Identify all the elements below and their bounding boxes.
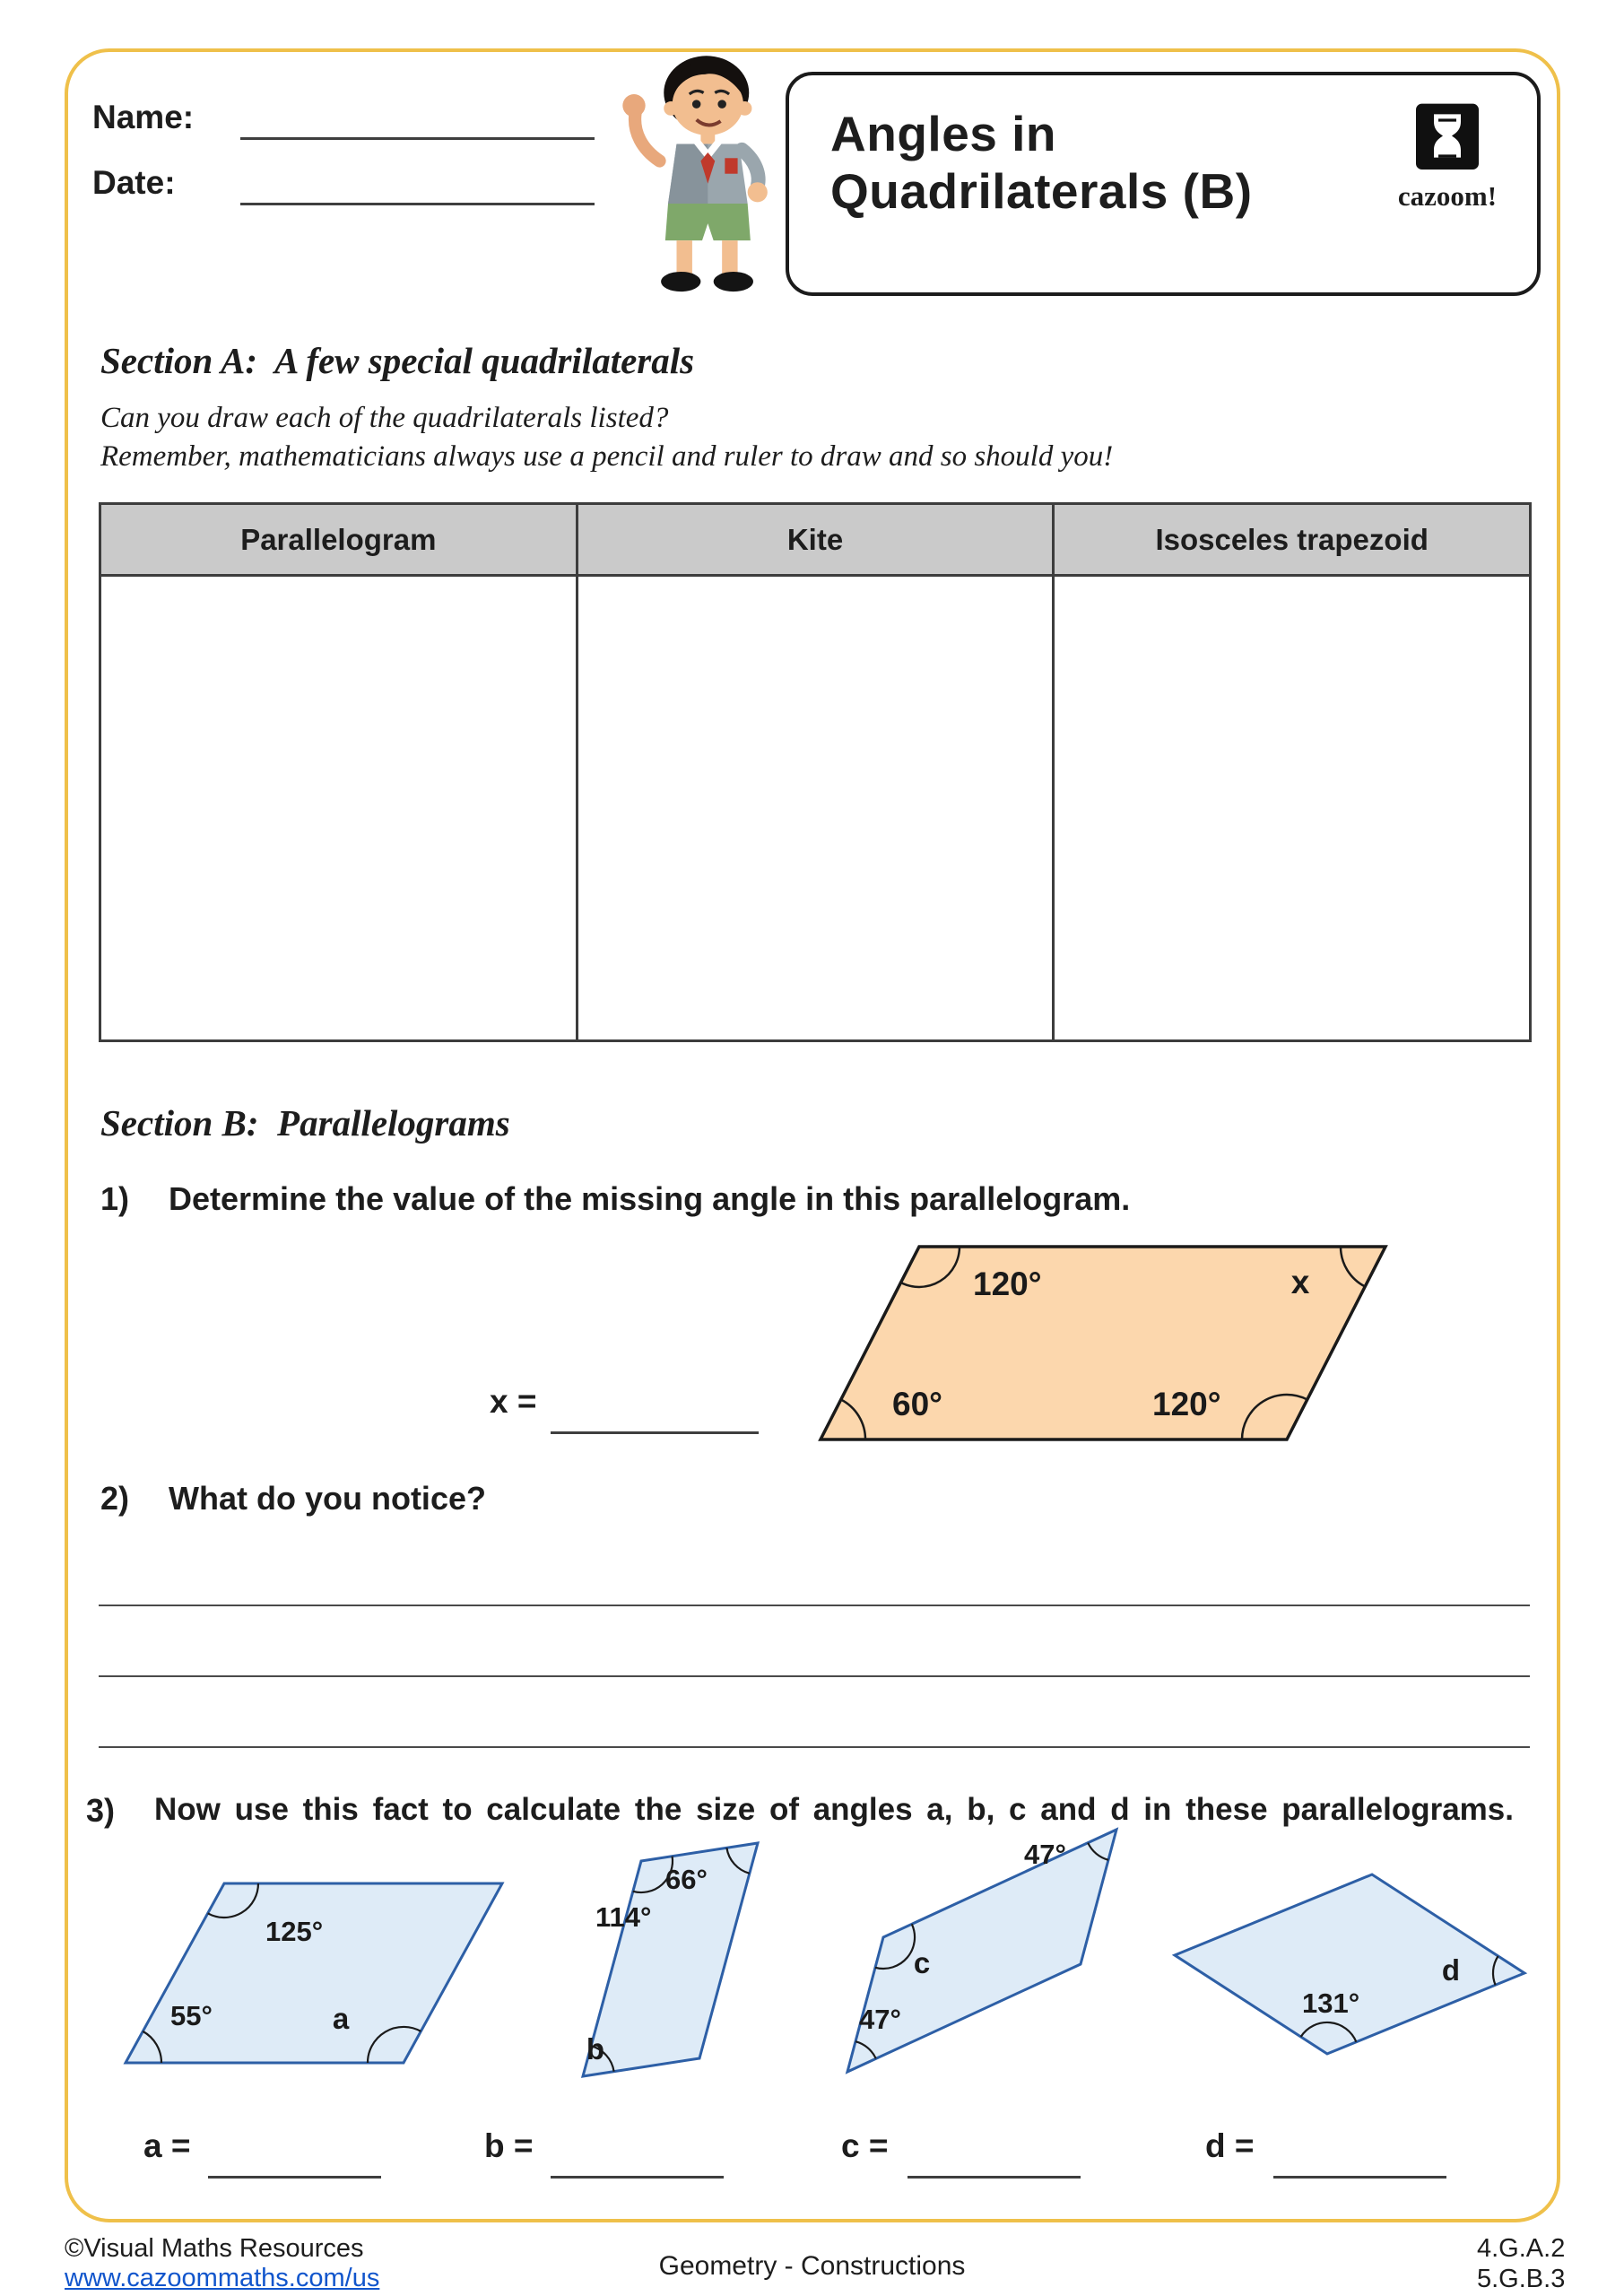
- q1-answer-line: [551, 1431, 759, 1434]
- answer-line: [99, 1746, 1530, 1748]
- answer-label-c: c =: [841, 2127, 889, 2164]
- date-label: Date:: [92, 164, 176, 201]
- cazoom-logo: [1385, 102, 1510, 213]
- table-header-isosceles-trapezoid: Isosceles trapezoid: [1155, 522, 1429, 556]
- vertex-label-b: b: [586, 2032, 605, 2066]
- name-line: [240, 137, 595, 140]
- section-a-instruction-2: Remember, mathematicians always use a pencil and ruler to draw and so should you!: [100, 440, 1114, 473]
- quadrilaterals-table: [99, 502, 1532, 1042]
- answer-label-d: d =: [1205, 2127, 1255, 2164]
- angle-label: 131°: [1302, 1987, 1360, 2019]
- angle-label: 47°: [1024, 1839, 1066, 1870]
- answer-line-c: [908, 2176, 1081, 2179]
- parallelogram-c: [847, 1830, 1116, 2072]
- footer-standard-1: 4.G.A.2: [1477, 2234, 1566, 2263]
- parallelogram-c-shape: [847, 1830, 1116, 2072]
- title-line-1: Angles in: [830, 106, 1057, 161]
- q3-number: 3): [86, 1792, 116, 1829]
- cazoom-logo-text: cazoom!: [1397, 180, 1498, 212]
- footer-topic: Geometry - Constructions: [658, 2251, 966, 2281]
- table-header-row: [101, 505, 1529, 577]
- parallelogram-b: [583, 1843, 758, 2076]
- parallelogram-d-shape: [1175, 1874, 1524, 2054]
- angle-label: 125°: [265, 1916, 324, 1947]
- answer-label-a: a =: [143, 2127, 191, 2164]
- angle-label-top-left: 120°: [973, 1265, 1042, 1302]
- angle-label: 66°: [665, 1864, 708, 1895]
- q1-text: Determine the value of the missing angle in this parallelogram.: [169, 1180, 1131, 1217]
- q2-number: 2): [100, 1480, 130, 1517]
- answer-line-a: [208, 2176, 381, 2179]
- angle-label: 47°: [859, 2004, 901, 2035]
- vertex-label-a: a: [332, 2002, 350, 2035]
- name-label: Name:: [92, 99, 195, 135]
- q1-answer-label: x =: [490, 1383, 537, 1420]
- section-a-heading: Section A: A few special quadrilaterals: [100, 340, 695, 381]
- angle-label: 55°: [170, 2000, 213, 2031]
- answer-line-d: [1273, 2176, 1446, 2179]
- page-title: [830, 106, 1253, 221]
- footer-standard-2: 5.G.B.3: [1477, 2265, 1566, 2293]
- answer-line: [99, 1605, 1530, 1606]
- answer-line: [99, 1675, 1530, 1677]
- cazoom-logo-icon: [1414, 102, 1481, 174]
- table-cell-kite: [578, 577, 1055, 1039]
- parallelogram-a: [126, 1883, 502, 2063]
- vertex-label-d: d: [1441, 1953, 1461, 1987]
- q3-text: Now use this fact to calculate the size of angles a, b, c and d in these parallelograms.: [154, 1792, 1514, 1827]
- angle-label-bottom-right: 120°: [1152, 1386, 1221, 1422]
- title-line-2: Quadrilaterals (B): [830, 162, 1253, 219]
- date-line: [240, 203, 595, 205]
- parallelogram-d: [1175, 1874, 1524, 2054]
- table-cell-parallelogram: [101, 577, 578, 1039]
- parallelogram-a-shape: [126, 1883, 502, 2063]
- q2-text: What do you notice?: [169, 1480, 486, 1517]
- table-header-parallelogram: Parallelogram: [101, 505, 578, 574]
- angle-label-top-right: x: [1290, 1264, 1310, 1300]
- table-body-row: [101, 577, 1529, 1039]
- footer-link[interactable]: www.cazoommaths.com/us: [65, 2264, 380, 2292]
- section-a-instruction-1: Can you draw each of the quadrilaterals listed?: [100, 402, 669, 434]
- angle-label: 114°: [595, 1901, 652, 1933]
- section-b-heading: Section B: Parallelograms: [100, 1102, 510, 1144]
- q3-parallelograms-figure: [72, 1819, 1578, 2099]
- footer-credit: ©Visual Maths Resources: [65, 2234, 364, 2263]
- table-header-kite: Kite: [578, 505, 1055, 574]
- answer-label-b: b =: [484, 2127, 534, 2164]
- angle-label-bottom-left: 60°: [892, 1386, 942, 1422]
- boy-illustration: [617, 47, 787, 302]
- vertex-label-c: c: [913, 1946, 931, 1979]
- title-box: [786, 72, 1541, 296]
- q1-number: 1): [100, 1180, 130, 1217]
- table-cell-isosceles-trapezoid: [1055, 577, 1529, 1039]
- q1-parallelogram-figure: [787, 1225, 1415, 1457]
- answer-line-b: [551, 2176, 724, 2179]
